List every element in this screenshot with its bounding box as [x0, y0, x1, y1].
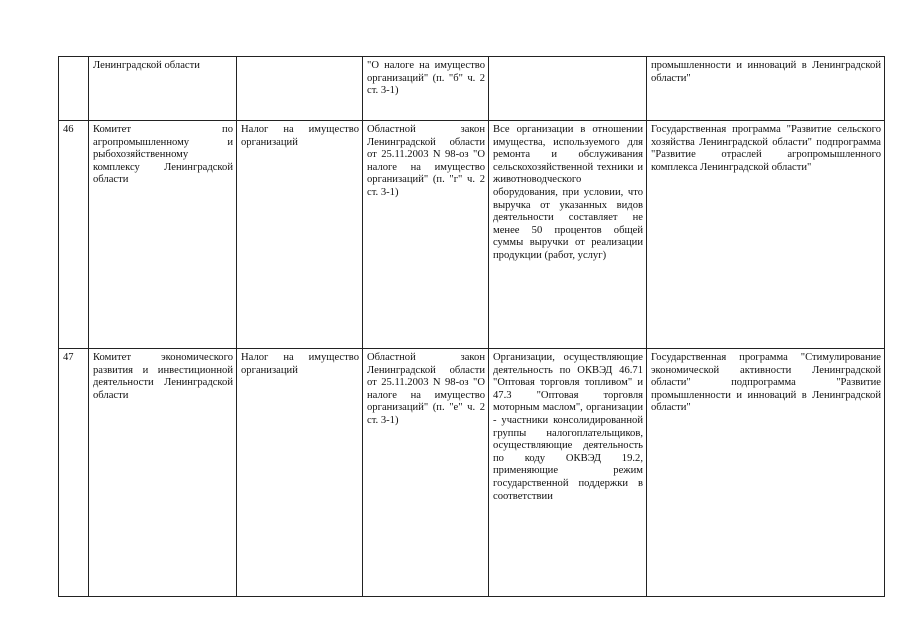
tax-cell — [237, 57, 363, 121]
condition-cell: Организации, осуществляющие деятельность по ОКВЭД 46.71 "Оптовая торговля топливом" и 47.3 "Оптовая торговля моторным маслом", организации - участники консолидированной группы налогоплательщиков, осуществляющие деятельность по коду ОКВЭД 19.2, применяющие режим государственной поддержки в соответствии — [489, 349, 647, 597]
table-row — [59, 349, 885, 597]
benefits-table — [58, 56, 885, 597]
law-cell: Областной закон Ленинградской области от 25.11.2003 N 98-оз "О налоге на имущество организаций" (п. "е" ч. 2 ст. 3-1) — [363, 349, 489, 597]
law-cell: "О налоге на имущество организаций" (п. "б" ч. 2 ст. 3-1) — [363, 57, 489, 121]
tax-cell: Налог на имущество организаций — [237, 349, 363, 597]
curator-cell: Комитет по агропромышленному и рыбохозяйственному комплексу Ленинградской области — [89, 121, 237, 349]
table-row — [59, 121, 885, 349]
table-row — [59, 57, 885, 121]
row-number: 46 — [59, 121, 89, 349]
program-cell: Государственная программа "Стимулирование экономической активности Ленинградской области" подпрограмма "Развитие промышленности и инноваций в Ленинградской области" — [647, 349, 885, 597]
row-number — [59, 57, 89, 121]
curator-cell: Ленинградской области — [89, 57, 237, 121]
page-bottom-margin — [0, 607, 905, 640]
condition-cell: Все организации в отношении имущества, используемого для ремонта и обслуживания сельскохозяйственной техники и животноводческого оборудования, при условии, что выручка от указанных видов деятельности составляет не менее 50 процентов общей суммы выручки от реализации продукции (работ, услуг) — [489, 121, 647, 349]
curator-cell: Комитет экономического развития и инвестиционной деятельности Ленинградской области — [89, 349, 237, 597]
law-cell: Областной закон Ленинградской области от 25.11.2003 N 98-оз "О налоге на имущество организаций" (п. "г" ч. 2 ст. 3-1) — [363, 121, 489, 349]
tax-cell: Налог на имущество организаций — [237, 121, 363, 349]
condition-cell — [489, 57, 647, 121]
program-cell: Государственная программа "Развитие сельского хозяйства Ленинградской области" подпрограмма "Развитие отраслей агропромышленного комплекса Ленинградской области" — [647, 121, 885, 349]
row-number: 47 — [59, 349, 89, 597]
program-cell: промышленности и инноваций в Ленинградской области" — [647, 57, 885, 121]
